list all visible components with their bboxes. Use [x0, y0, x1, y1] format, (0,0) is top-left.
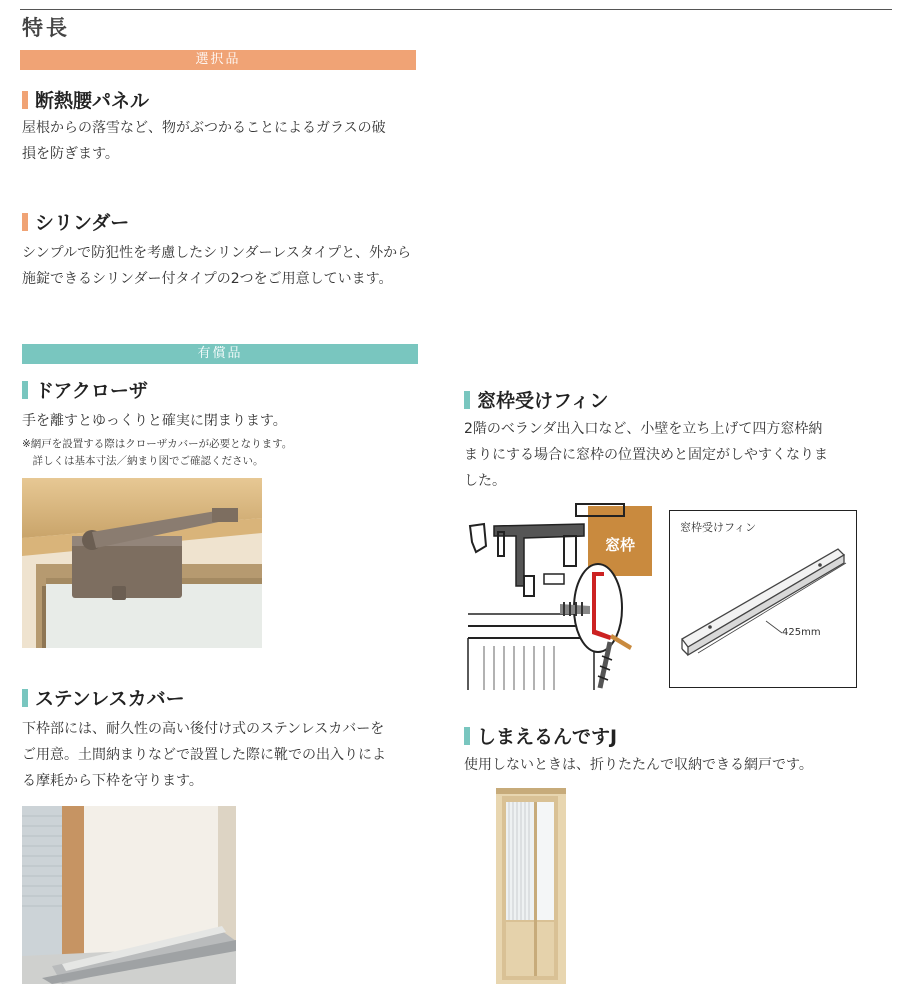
- stainless-cover-photo: [22, 806, 236, 984]
- heading-marker: [22, 381, 28, 399]
- heading-marker: [22, 213, 28, 231]
- fin-dimension: 425mm: [782, 627, 821, 638]
- top-rule: [20, 9, 892, 10]
- screen-line: 使用しないときは、折りたたんで収納できる網戸です。: [464, 757, 813, 773]
- cylinder-line: 施錠できるシリンダー付タイプの2つをご用意しています。: [22, 271, 393, 287]
- door-closer-photo: [22, 478, 262, 648]
- fin-line: まりにする場合に窓枠の位置決めと固定がしやすくなりま: [464, 447, 828, 463]
- screen-door-photo: [496, 788, 566, 984]
- stainless-description: [22, 716, 386, 794]
- cylinder-line: シンプルで防犯性を考慮したシリンダーレスタイプと、外から: [22, 245, 412, 261]
- heading-marker: [22, 689, 28, 707]
- frame-label: 窓枠: [604, 536, 636, 554]
- fin-description: [464, 416, 828, 494]
- heading-marker: [464, 391, 470, 409]
- page-title: 特長: [22, 16, 70, 40]
- closer-notes: [22, 436, 292, 470]
- panel-heading: [22, 86, 149, 113]
- closer-title: ドアクローザ: [35, 380, 148, 402]
- closer-line: 手を離すとゆっくりと確実に閉まります。: [22, 413, 287, 429]
- fin-section-diagram: [464, 496, 660, 690]
- cylinder-title: シリンダー: [35, 212, 130, 234]
- stainless-title: ステンレスカバー: [35, 688, 185, 710]
- heading-marker: [464, 727, 470, 745]
- fin-detail-box: [669, 510, 857, 688]
- fin-line: 2階のベランダ出入口など、小壁を立ち上げて四方窓枠納: [464, 421, 823, 437]
- panel-description: [22, 115, 386, 167]
- heading-marker: [22, 91, 28, 109]
- paid-band: 有償品: [22, 344, 418, 364]
- screen-title: しまえるんですJ: [477, 726, 618, 748]
- screen-description: [464, 752, 813, 778]
- closer-note: 詳しくは基本寸法／納まり図でご確認ください。: [22, 455, 264, 467]
- closer-note: ※網戸を設置する際はクローザカバーが必要となります。: [22, 438, 293, 450]
- closer-heading: [22, 376, 148, 403]
- fin-title: 窓枠受けフィン: [477, 390, 609, 412]
- panel-title: 断熱腰パネル: [35, 90, 150, 112]
- cylinder-heading: [22, 208, 129, 235]
- panel-line: 損を防ぎます。: [22, 146, 119, 162]
- closer-description: [22, 408, 287, 434]
- fin-detail-title: 窓枠受けフィン: [680, 521, 757, 534]
- stainless-heading: [22, 684, 185, 711]
- fin-line: した。: [464, 473, 506, 489]
- stainless-line: 下枠部には、耐久性の高い後付け式のステンレスカバーを: [22, 721, 385, 737]
- stainless-line: ご用意。土間納まりなどで設置した際に靴での出入りによ: [22, 747, 386, 763]
- panel-line: 屋根からの落雪など、物がぶつかることによるガラスの破: [22, 120, 386, 136]
- fin-heading: [464, 386, 608, 413]
- stainless-line: る摩耗から下枠を守ります。: [22, 773, 203, 789]
- cylinder-description: [22, 240, 411, 292]
- screen-heading: [464, 722, 617, 749]
- optional-band: 選択品: [20, 50, 416, 70]
